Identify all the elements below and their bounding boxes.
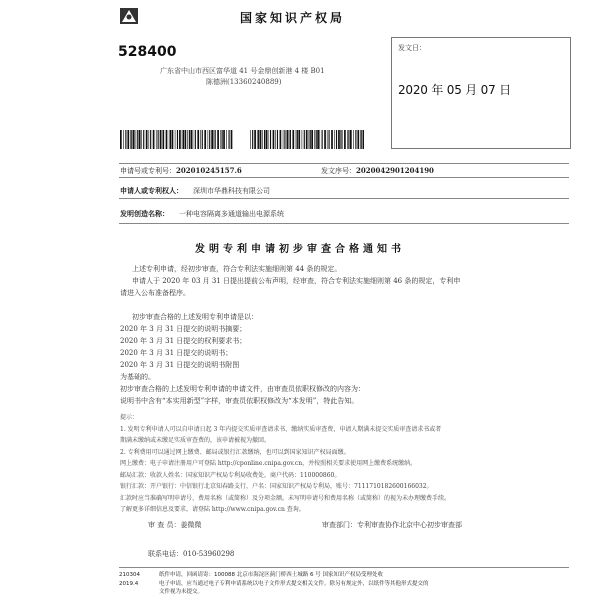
basis-item: 2020 年 3 月 31 日提交的说明书附图 xyxy=(120,361,240,369)
closing-line: 初步审查合格的上述发明专利申请的申请文件，由审查员依职权修改的内容为： xyxy=(120,385,365,393)
applicant-label: 申请人或专利权人： xyxy=(120,186,183,195)
recipient-contact: 陈德洲(13360240889) xyxy=(206,78,282,86)
document-serial: 2020042901204190 xyxy=(356,166,434,175)
note-line: 2. 专利费用可以通过网上缴费、邮局或银行汇款缴纳，也可以到国家知识产权局面缴。 xyxy=(120,448,350,456)
footer-line: 文件视为未提交。 xyxy=(159,589,204,595)
agency-name: 国家知识产权局 xyxy=(240,11,346,25)
note-line: 邮局汇款：收款人姓名：国家知识产权局专利局收费处，商户代码：110000860。 xyxy=(120,471,341,479)
send-date-label: 发文日： xyxy=(398,44,426,52)
form-version: 2019.4 xyxy=(119,580,139,587)
application-number-row xyxy=(120,166,242,176)
applicant-row xyxy=(120,186,270,196)
body-paragraph xyxy=(120,263,582,299)
notes-section xyxy=(120,412,582,516)
footer-line: 电子申请，应当通过电子专利申请系统以电子文件形式提交相关文件。除另有规定外，以纸件等其他形式提交的 xyxy=(159,580,429,587)
invention-name: 一种电容隔离多通道输出电源系统 xyxy=(179,210,284,218)
examiner: 审 查 员：姜微微 xyxy=(148,521,202,529)
basis-intro: 初步审查合格的上述发明专利申请是以： xyxy=(132,313,258,321)
basis-item: 2020 年 3 月 31 日提交的说明书； xyxy=(120,349,233,357)
notice-title: 发明专利申请初步审查合格通知书 xyxy=(195,244,405,255)
send-date-value: 2020 年 05 月 07 日 xyxy=(398,83,511,97)
invention-label: 发明创造名称： xyxy=(120,209,169,218)
application-number-label: 申请号或专利号： xyxy=(120,167,176,175)
divider xyxy=(119,223,569,224)
cnipa-logo xyxy=(117,6,141,26)
footer-line: 纸件申请，回函请寄：100088 北京市海淀区蓟门桥西土城路 6 号 国家知识产权局受理处收 xyxy=(159,572,383,578)
form-code: 210304 xyxy=(119,572,140,578)
divider xyxy=(119,163,569,164)
postcode: 528400 xyxy=(118,44,177,60)
body-line: 申请人于 2020 年 03 月 31 日提出提前公布声明，经审查，符合专利法实施细则第 46 条的规定，专利申 xyxy=(132,277,461,285)
note-line: 网上缴费：电子申请注册用户可登陆 http://cponline.cnipa.gov.cn，并按照相关要求使用网上缴费系统缴纳。 xyxy=(120,460,417,467)
recipient-address-block xyxy=(160,66,325,88)
document-serial-label: 发文序号： xyxy=(321,167,356,175)
barcode-right xyxy=(250,130,364,149)
note-line: 1. 发明专利申请人可以自申请日起 3 年内提交实质审查请求书、缴纳实质审查费，申请人期满未提交实质审查请求书或者 xyxy=(120,425,442,433)
footer-divider xyxy=(119,567,569,568)
basis-end: 为基础的。 xyxy=(120,373,155,381)
send-date-box xyxy=(391,37,571,149)
divider xyxy=(119,177,569,178)
note-line: 期满未缴纳或未缴足实质审查费的，该申请被视为撤回。 xyxy=(120,437,271,444)
examining-department: 审查部门：专利审查协作北京中心初步审查部 xyxy=(322,521,462,529)
basis-list xyxy=(120,311,582,407)
basis-item: 2020 年 3 月 31 日提交的权利要求书； xyxy=(120,337,247,345)
invention-row xyxy=(120,209,284,219)
applicant-name: 深圳市华鼎科技有限公司 xyxy=(193,187,270,195)
note-line: 了解更多详细信息及要求，请登陆 http://www.cnipa.gov.cn 查询。 xyxy=(120,506,305,513)
divider xyxy=(119,198,569,199)
recipient-address: 广东省中山市西区富华道 41 号金鼎创新港 4 楼 B01 xyxy=(160,67,325,75)
contact-phone: 联系电话：010-53960298 xyxy=(148,550,235,558)
notes-heading: 提示： xyxy=(120,414,139,421)
barcode-left xyxy=(120,130,234,149)
body-line: 请进入公布准备程序。 xyxy=(120,289,190,297)
application-number: 202010245157.6 xyxy=(176,166,242,175)
basis-item: 2020 年 3 月 31 日提交的说明书摘要； xyxy=(120,325,247,333)
note-line: 汇款时应当准确写明申请号、费用名称（或简称）及分项金额。未写明申请号和费用名称（或简称）的视为未办理缴费手续。 xyxy=(120,494,451,502)
closing-line: 说明书中含有“本实用新型”字样，审查员依职权修改为“本发明”，特此告知。 xyxy=(120,397,359,405)
body-line: 上述专利申请，经初步审查，符合专利法实施细则第 44 条的规定。 xyxy=(132,265,342,273)
note-line: 银行汇款：开户银行：中信银行北京知春路支行，户名：国家知识产权局专利局，账号：7111710182600166032。 xyxy=(120,483,433,490)
document-serial-row xyxy=(321,166,434,176)
